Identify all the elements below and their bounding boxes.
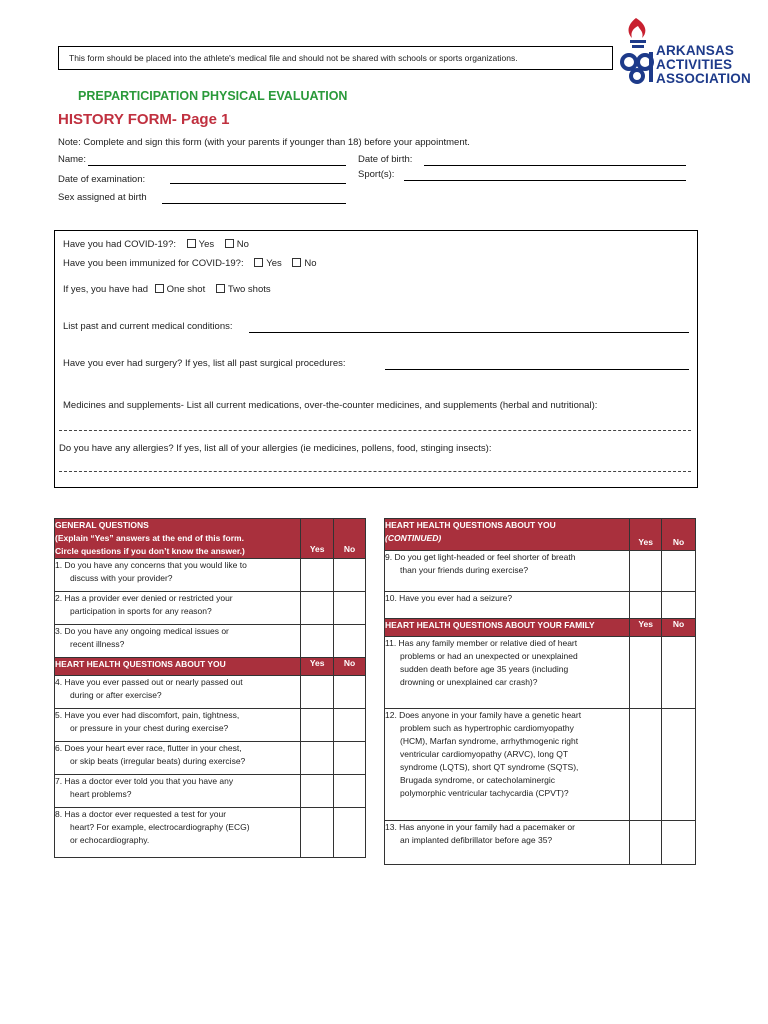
exam-date-label: Date of examination: <box>58 174 146 185</box>
q13-yes-cell[interactable] <box>630 821 662 865</box>
two-shots-checkbox[interactable] <box>216 284 225 293</box>
name-label: Name: <box>58 154 86 165</box>
q10-no-cell[interactable] <box>662 592 696 619</box>
table-row: 8. Has a doctor ever requested a test for your heart? For example, electrocardiography (ECG) or echocardiography. <box>55 808 366 858</box>
allergies-input-line[interactable] <box>59 471 691 472</box>
sex-input-line[interactable] <box>162 203 346 204</box>
q4-no-cell[interactable] <box>334 676 366 709</box>
table-row: 12. Does anyone in your family have a genetic heart problem such as hypertrophic cardiomyopathy (HCM), Marfan syndrome, arrhythmogenic right ventricular cardiomyopathy (ARVC), long QT syndrome (LQTS), short QT syndrome (SQTS), Brugada syndrome, or catecholaminergic polymorphic ventricular tachycardia (CPVT)? <box>385 709 696 821</box>
table-row: 6. Does your heart ever race, flutter in your chest, or skip beats (irregular beats) during exercise? <box>55 742 366 775</box>
q9-yes-cell[interactable] <box>630 551 662 592</box>
q2-yes-cell[interactable] <box>301 592 334 625</box>
q11-yes-cell[interactable] <box>630 637 662 709</box>
one-shot-checkbox[interactable] <box>155 284 164 293</box>
immunized-question: Have you been immunized for COVID-19?: Yes No <box>63 258 317 269</box>
heart-header-row: HEART HEALTH QUESTIONS ABOUT YOU Yes No <box>55 658 366 676</box>
heart-family-questions-table <box>384 518 696 865</box>
logo-line-3: ASSOCIATION <box>656 71 751 86</box>
table-row: 1. Do you have any concerns that you would like to discuss with your provider? <box>55 559 366 592</box>
form-subtitle: PREPARTICIPATION PHYSICAL EVALUATION <box>78 89 348 103</box>
q1-no-cell[interactable] <box>334 559 366 592</box>
medicines-label: Medicines and supplements- List all current medications, over-the-counter medicines, and supplements (herbal and nutritional): <box>63 400 598 411</box>
medicines-input-line[interactable] <box>59 430 691 431</box>
table-row: 2. Has a provider ever denied or restricted your participation in sports for any reason? <box>55 592 366 625</box>
medical-history-box <box>54 230 698 488</box>
name-input-line[interactable] <box>88 165 346 166</box>
q12-yes-cell[interactable] <box>630 709 662 821</box>
table-row: 9. Do you get light-headed or feel shorter of breath than your friends during exercise? <box>385 551 696 592</box>
q7-no-cell[interactable] <box>334 775 366 808</box>
q8-yes-cell[interactable] <box>301 808 334 858</box>
surgery-input-line[interactable] <box>385 369 689 370</box>
exam-date-input-line[interactable] <box>170 183 346 184</box>
shots-question: If yes, you have had One shot Two shots <box>63 284 271 295</box>
table-row: 3. Do you have any ongoing medical issues or recent illness? <box>55 625 366 658</box>
q13-no-cell[interactable] <box>662 821 696 865</box>
table-row: 13. Has anyone in your family had a pacemaker or an implanted defibrillator before age 35? <box>385 821 696 865</box>
continued-header-row: HEART HEALTH QUESTIONS ABOUT YOU (CONTINUED) Yes No <box>385 519 696 551</box>
q1-yes-cell[interactable] <box>301 559 334 592</box>
surgery-label: Have you ever had surgery? If yes, list all past surgical procedures: <box>63 358 346 369</box>
conditions-label: List past and current medical conditions: <box>63 321 233 332</box>
immunized-yes-checkbox[interactable] <box>254 258 263 267</box>
dob-input-line[interactable] <box>424 165 686 166</box>
q3-yes-cell[interactable] <box>301 625 334 658</box>
table-row: 7. Has a doctor ever told you that you have any heart problems? <box>55 775 366 808</box>
allergies-label: Do you have any allergies? If yes, list all of your allergies (ie medicines, pollens, food, stinging insects): <box>59 443 492 454</box>
dob-label: Date of birth: <box>358 154 413 165</box>
q5-no-cell[interactable] <box>334 709 366 742</box>
conditions-input-line[interactable] <box>249 332 689 333</box>
q12-no-cell[interactable] <box>662 709 696 821</box>
torch-emblem-icon <box>618 14 658 84</box>
logo-line-1: ARKANSAS <box>656 43 735 58</box>
covid-yes-checkbox[interactable] <box>187 239 196 248</box>
sex-label: Sex assigned at birth <box>58 192 147 203</box>
q11-no-cell[interactable] <box>662 637 696 709</box>
general-questions-table <box>54 518 366 858</box>
logo-line-2: ACTIVITIES <box>656 57 733 72</box>
immunized-no-checkbox[interactable] <box>292 258 301 267</box>
q5-yes-cell[interactable] <box>301 709 334 742</box>
q10-yes-cell[interactable] <box>630 592 662 619</box>
table-row: 11. Has any family member or relative died of heart problems or had an unexpected or unexplained sudden death before age 35 years (including drowning or unexplained car crash)? <box>385 637 696 709</box>
q6-no-cell[interactable] <box>334 742 366 775</box>
privacy-notice: This form should be placed into the athlete's medical file and should not be shared with schools or sports organizations. <box>58 46 613 70</box>
covid-no-checkbox[interactable] <box>225 239 234 248</box>
instruction-note: Note: Complete and sign this form (with your parents if younger than 18) before your appointment. <box>58 137 470 148</box>
q9-no-cell[interactable] <box>662 551 696 592</box>
q3-no-cell[interactable] <box>334 625 366 658</box>
q2-no-cell[interactable] <box>334 592 366 625</box>
table-row: 5. Have you ever had discomfort, pain, tightness, or pressure in your chest during exercise? <box>55 709 366 742</box>
general-header-row: GENERAL QUESTIONS (Explain “Yes” answers at the end of this form. Circle questions if you don’t know the answer.) Yes No <box>55 519 366 559</box>
form-title: HISTORY FORM- Page 1 <box>58 111 230 128</box>
table-row: 10. Have you ever had a seizure? <box>385 592 696 619</box>
table-row: 4. Have you ever passed out or nearly passed out during or after exercise? <box>55 676 366 709</box>
sports-label: Sport(s): <box>358 169 395 180</box>
family-header-row: HEART HEALTH QUESTIONS ABOUT YOUR FAMILY Yes No <box>385 619 696 637</box>
q8-no-cell[interactable] <box>334 808 366 858</box>
covid-question: Have you had COVID-19?: Yes No <box>63 239 249 250</box>
sports-input-line[interactable] <box>404 180 686 181</box>
q6-yes-cell[interactable] <box>301 742 334 775</box>
q7-yes-cell[interactable] <box>301 775 334 808</box>
arkansas-activities-association-logo <box>618 14 758 94</box>
q4-yes-cell[interactable] <box>301 676 334 709</box>
